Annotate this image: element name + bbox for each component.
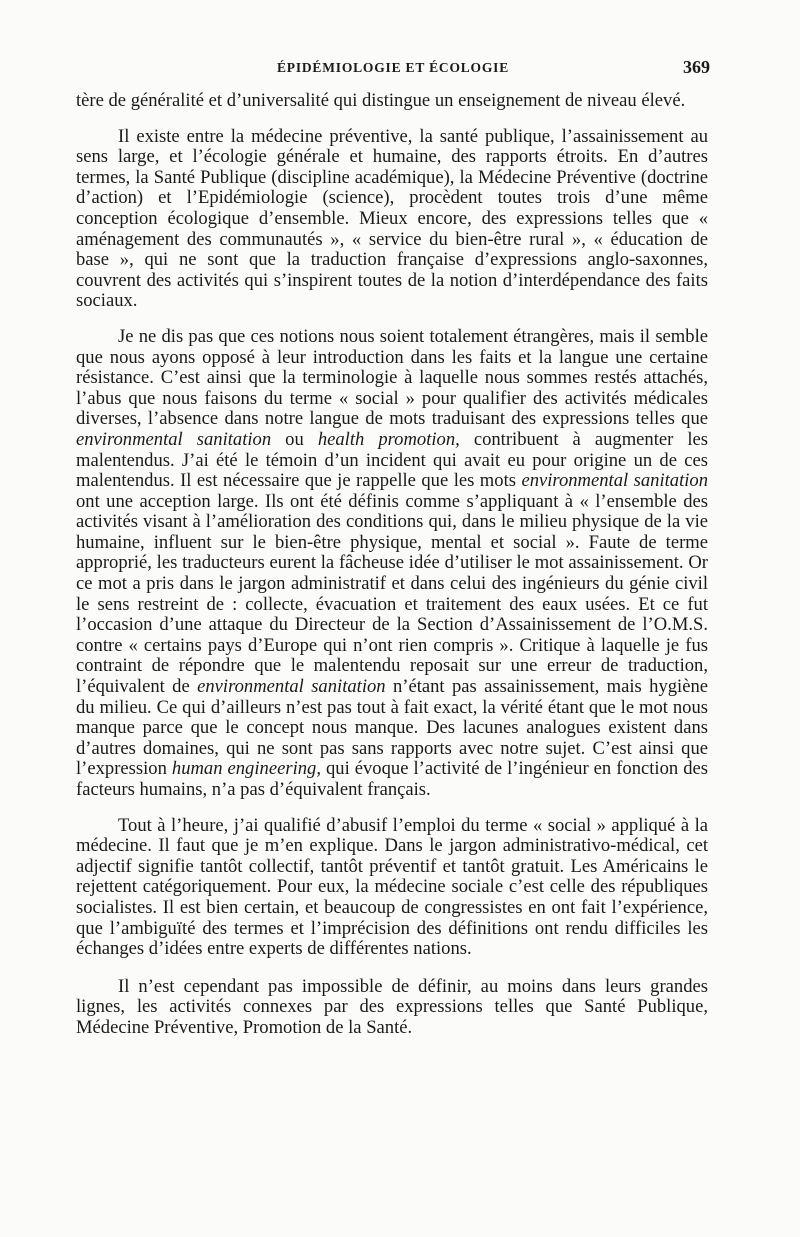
paragraph-definitions: Il n’est cependant pas impossible de définir, au moins dans leurs grandes lignes, les activités connexes par des expressions telles que Santé Publique, Médecine Préventive, Promotion de la Santé.	[76, 975, 708, 1038]
text-run: ont une acception large. Ils ont été définis comme s’appliquant à « l’ensemble des activités visant à l’amélioration des conditions qui, dans le milieu physique de la vie humaine, influent sur le bien-être physique, mental et social ». Faute de terme approprié, les traducteurs eurent la fâcheuse idée d’utiliser le mot assainissement. Or ce mot a pris dans le jargon administratif et dans celui des ingénieurs du génie civil le sens restreint de : collecte, évacuation et traitement des eaux usées. Et ce fut l’occasion d’une attaque du Directeur de la Section d’Assainissement de l’O.M.S. contre « certains pays d’Europe qui n’ont rien compris ». Critique à laquelle je fus contraint de répondre que le malentendu reposait sur une erreur de traduction, l’équivalent de	[76, 490, 708, 698]
paragraph-social-term: Tout à l’heure, j’ai qualifié d’abusif l’emploi du terme « social » appliqué à la médecine. Il faut que je m’en explique. Dans le jargon administrativo-médical, cet adjectif signifie tantôt collectif, tantôt préventif et tantôt gratuit. Les Américains le rejettent catégoriquement. Pour eux, la médecine sociale c’est celle des républiques socialistes. Il est bien certain, et beaucoup de congressistes en ont fait l’expérience, que l’ambiguïté des termes et l’imprécision des définitions ont rendu difficiles les échanges d’idées entre experts de différentes nations.	[76, 814, 708, 960]
running-title: ÉPIDÉMIOLOGIE ET ÉCOLOGIE	[276, 60, 510, 75]
paragraph-terminology	[76, 327, 708, 801]
italic-term: human engineering,	[171, 758, 321, 780]
paragraph-ecology-relations: Il existe entre la médecine préventive, la santé publique, l’assainissement au sens large, et l’écologie générale et humaine, des rapports étroits. En d’autres termes, la Santé Publique (discipline académique), la Médecine Préventive (doctrine d’action) et l’Epidémiologie (science), procèdent toutes trois d’une même conception écologique d’ensemble. Mieux encore, des expressions telles que « aménagement des communautés », « service du bien-être rural », « éducation de base », qui ne sont que la traduction française d’expressions anglo-saxonnes, couvrent des activités qui s’inspirent toutes de la notion d’interdépendance des faits sociaux.	[76, 125, 708, 312]
text-run: contribuent à augmenter les malentendus. J’ai été le témoin d’un incident qui avait eu pour origine un de ces malentendus. Il est nécessaire que je rappelle que les mots	[76, 428, 709, 492]
italic-term: environmental sanitation	[76, 428, 272, 450]
paragraph-continuation: tère de généralité et d’universalité qui distingue un enseignement de niveau élevé.	[76, 90, 686, 111]
body-text	[76, 91, 708, 1039]
text-run: n’étant pas assainissement, mais hygiène du milieu. Ce qui d’ailleurs n’est pas tout à fait exact, la vérité étant que le mot nous manque parce que le concept nous manque. Des lacunes analogues existent dans d’autres domaines, qui ne sont pas sans rapports avec notre sujet. C’est ainsi que l’expression	[76, 676, 709, 780]
text-run: ou	[271, 428, 318, 450]
text-run: Je ne dis pas que ces notions nous soient totalement étrangères, mais il semble que nous ayons opposé à leur introduction dans les faits et la langue une certaine résistance. C’est ainsi que la terminologie à laquelle nous sommes restés attachés, l’abus que nous faisons du terme « social » pour qualifier des activités médicales diverses, l’absence dans notre langue de mots traduisant des expressions telles que	[76, 325, 708, 430]
italic-term: environmental sanitation	[197, 676, 386, 698]
running-head	[76, 57, 710, 80]
italic-term: health promotion,	[317, 428, 460, 450]
page-number: 369	[683, 57, 710, 77]
italic-term: environmental sanitation	[521, 470, 708, 492]
text-run: qui évoque l’activité de l’ingénieur en fonction des facteurs humains, n’a pas d’équivalent français.	[76, 758, 708, 800]
